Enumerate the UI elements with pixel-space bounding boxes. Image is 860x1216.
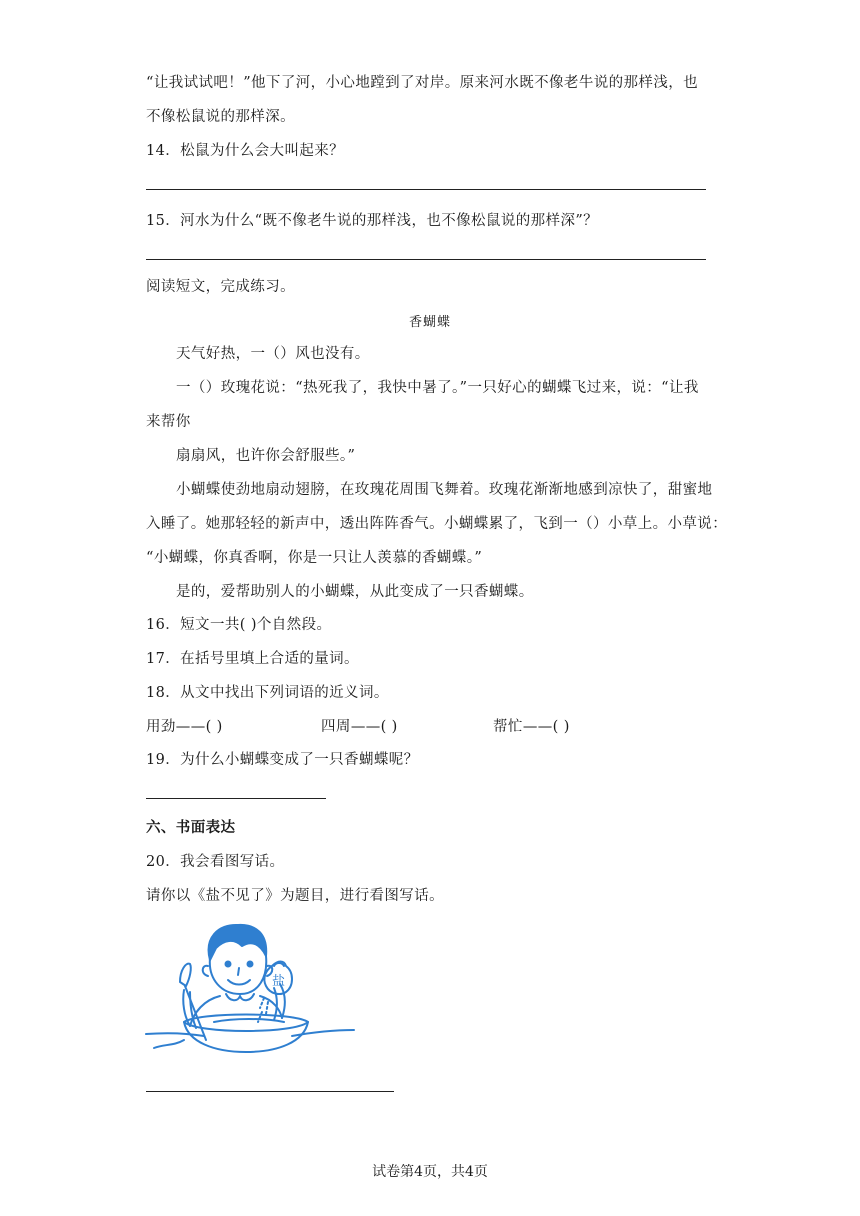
q18-item-sizhou[interactable]: 四周——( )	[321, 719, 398, 735]
story-paragraph-2-line-1: 一（）玫瑰花说：“热死我了，我快中暑了。”一只好心的蝴蝶飞过来，说：“让我	[176, 380, 699, 396]
reading-instruction: 阅读短文，完成练习。	[146, 279, 295, 295]
section-6-heading: 六、书面表达	[146, 819, 236, 836]
answer-line-14[interactable]	[146, 189, 706, 190]
boy-adding-salt-illustration	[144, 922, 356, 1058]
question-20-prompt: 请你以《盐不见了》为题目，进行看图写话。	[146, 888, 444, 904]
story-paragraph-1: 天气好热，一（）风也没有。	[176, 346, 370, 362]
passage-end-line-2: 不像松鼠说的那样深。	[146, 109, 295, 125]
question-15: 15．河水为什么“既不像老牛说的那样浅，也不像松鼠说的那样深”？	[146, 213, 599, 229]
answer-line-20[interactable]	[146, 1091, 394, 1092]
salt-bag-label: 盐	[272, 974, 286, 989]
question-14: 14．松鼠为什么会大叫起来？	[146, 143, 345, 159]
q18-item-bangmang[interactable]: 帮忙——( )	[493, 719, 570, 735]
story-title: 香蝴蝶	[408, 315, 451, 330]
story-paragraph-2-line-2: 来帮你	[146, 414, 191, 430]
story-paragraph-3-line-1: 小蝴蝶使劲地扇动翅膀，在玫瑰花周围飞舞着。玫瑰花渐渐地感到凉快了，甜蜜地	[176, 482, 713, 498]
passage-end-line-1: “让我试试吧！”他下了河，小心地蹚到了对岸。原来河水既不像老牛说的那样浅，也	[146, 75, 699, 91]
question-16: 16．短文一共( )个自然段。	[146, 617, 332, 633]
question-20: 20．我会看图写话。	[146, 854, 285, 870]
question-18-items	[146, 717, 570, 737]
question-17: 17．在括号里填上合适的量词。	[146, 651, 359, 667]
answer-line-19[interactable]	[146, 798, 326, 799]
story-paragraph-4: 是的，爱帮助别人的小蝴蝶，从此变成了一只香蝴蝶。	[176, 584, 534, 600]
question-19: 19．为什么小蝴蝶变成了一只香蝴蝶呢？	[146, 752, 419, 768]
answer-line-15[interactable]	[146, 259, 706, 260]
page-footer: 试卷第4页，共4页	[372, 1164, 488, 1180]
story-paragraph-3-line-3: “小蝴蝶，你真香啊，你是一只让人羡慕的香蝴蝶。”	[146, 550, 483, 566]
story-paragraph-3-line-2: 入睡了。她那轻轻的新声中，透出阵阵香气。小蝴蝶累了，飞到一（）小草上。小草说：	[146, 516, 728, 532]
story-paragraph-2-line-3: 扇扇风，也许你会舒服些。”	[176, 448, 356, 464]
question-18: 18．从文中找出下列词语的近义词。	[146, 685, 389, 701]
q18-item-yongjin[interactable]: 用劲——( )	[146, 719, 223, 735]
